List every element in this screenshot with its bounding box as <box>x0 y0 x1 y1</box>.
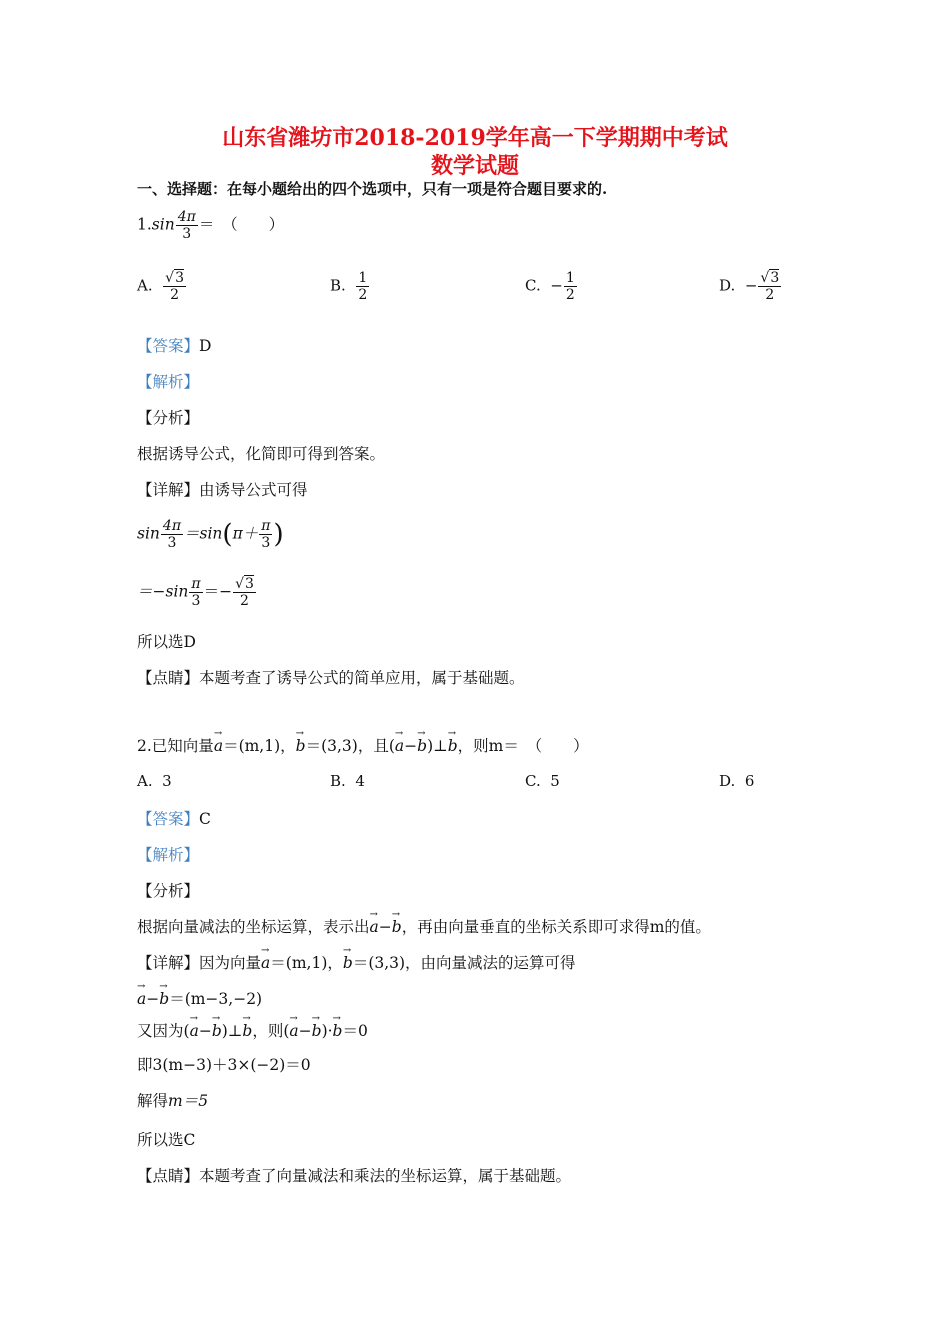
title-line-1: 山东省潍坊市2018-2019学年高一下学期期中考试 <box>222 125 728 151</box>
q1-step-1: sin $\frac{4\pi}{3}$ ＝sin(π＋ $\frac{\pi}{3}$ ) <box>137 518 284 552</box>
q2-option-c: C. 5 <box>525 772 560 790</box>
title-line-2: 数学试题 <box>430 153 519 179</box>
q2-conclusion: 所以选C <box>137 1131 196 1149</box>
q1-option-c: C. − $\frac{1}{2}$ <box>525 270 575 304</box>
q2-dianjing: 【点睛】本题考查了向量减法和乘法的坐标运算，属于基础题。 <box>137 1167 572 1185</box>
q2-xiangjie: 【详解】因为向量→ a＝(m,1)，→ b＝(3,3)，由向量减法的运算可得 <box>137 951 576 973</box>
q2-jiexi-tag: 【解析】 <box>137 846 200 864</box>
q2-option-d: D. 6 <box>719 772 755 790</box>
q2-fenxi-tag: 【分析】 <box>137 882 200 900</box>
q1-dianjing: 【点睛】本题考查了诱导公式的简单应用，属于基础题。 <box>137 669 525 687</box>
q1-jiexi-tag: 【解析】 <box>137 373 200 391</box>
q2-option-b: B. 4 <box>330 772 365 790</box>
q2-step-3: 即3(m−3)＋3×(−2)＝0 <box>137 1056 311 1074</box>
q2-answer: 【答案】C <box>137 810 211 828</box>
q2-step-2: 又因为(→ a−→ b)⊥→ b，则(→ a−→ b)·→ b＝0 <box>137 1019 368 1041</box>
q1-fenxi-text: 根据诱导公式，化简即可得到答案。 <box>137 445 386 463</box>
q2-fenxi-text: 根据向量减法的坐标运算，表示出→ a−→ b，再由向量垂直的坐标关系即可求得m的值。 <box>137 915 711 937</box>
q1-answer: 【答案】D <box>137 337 212 355</box>
section-heading: 一、选择题：在每小题给出的四个选项中，只有一项是符合题目要求的. <box>137 180 608 198</box>
q1-fenxi-tag: 【分析】 <box>137 409 200 427</box>
q1-option-d: D. − $\frac{√3}{2}$ <box>719 270 780 304</box>
q1-xiangjie: 【详解】由诱导公式可得 <box>137 481 308 499</box>
q2-step-1: → a−→ b＝(m−3,−2) <box>137 987 262 1009</box>
q2-option-a: A. 3 <box>137 772 172 790</box>
q1-option-b: B. $\frac{1}{2}$ <box>330 270 368 304</box>
q2-stem: 2.已知向量→ a＝(m,1)，→ b＝(3,3)，且(→ a−→ b)⊥→ b，则m＝ （ ） <box>137 734 589 756</box>
q1-option-a: A. $\frac{√3}{2}$ <box>137 270 184 304</box>
q1-conclusion: 所以选D <box>137 633 196 651</box>
q2-step-4: 解得m＝5 <box>137 1092 209 1110</box>
q1-step-2: ＝−sin $\frac{\pi}{3}$ ＝− $\frac{√3}{2}$ <box>137 576 254 610</box>
q1-stem: 1.sin $\frac{4\pi}{3}$ ＝ （ ） <box>137 209 285 243</box>
